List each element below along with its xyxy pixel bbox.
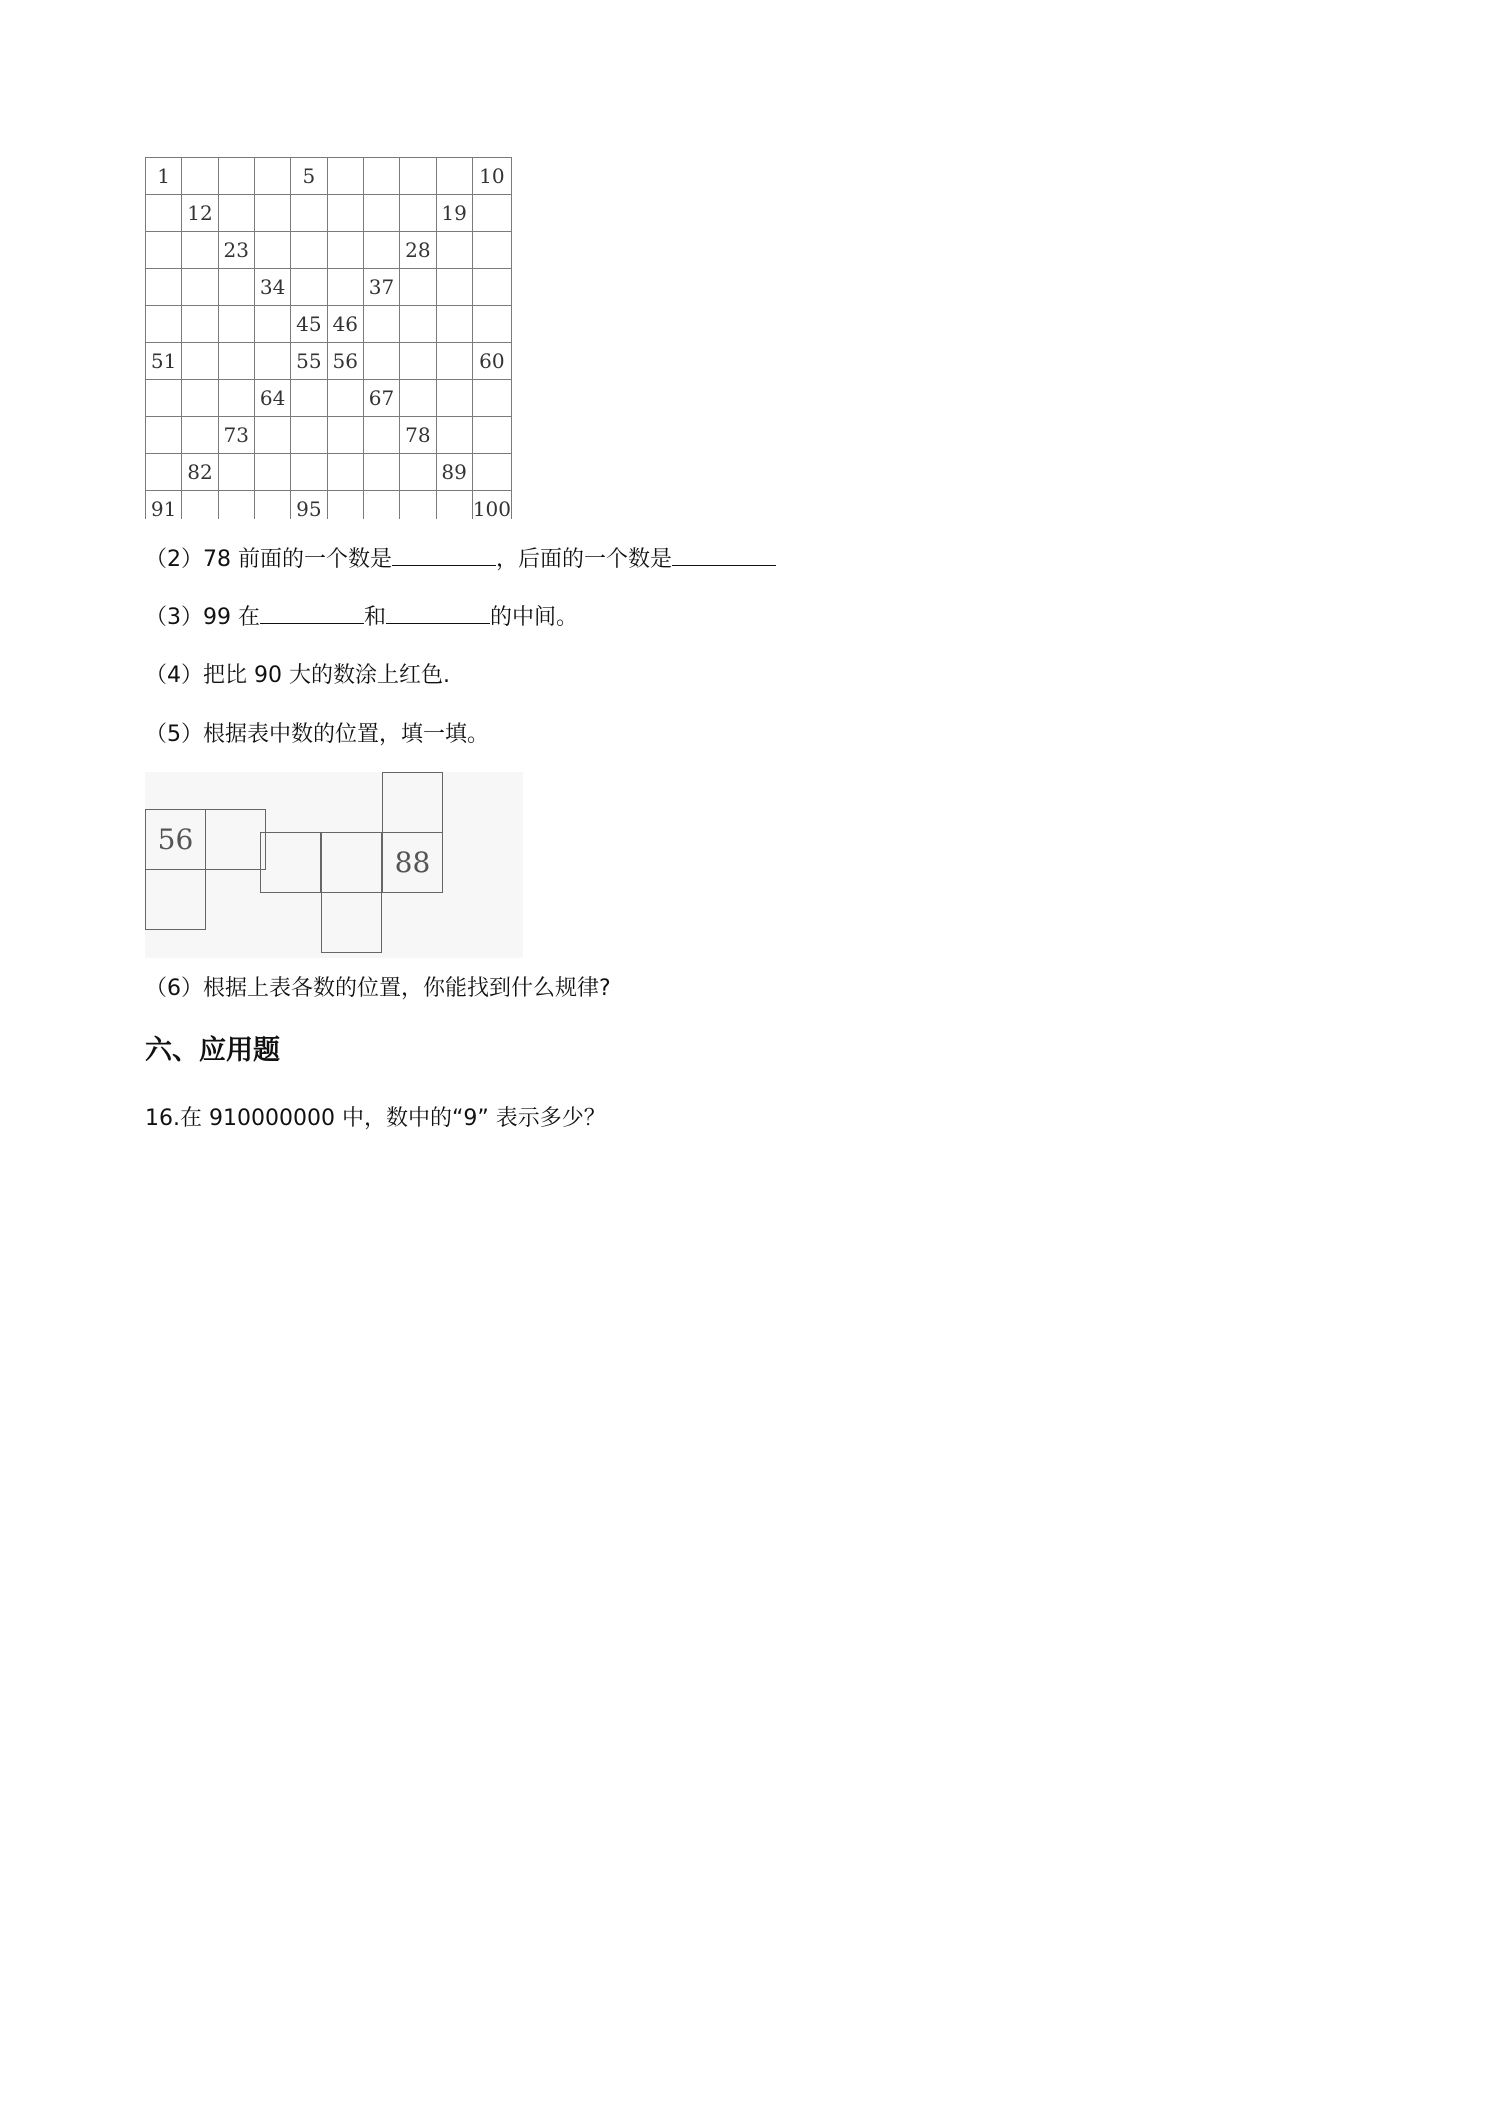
hundred-chart-empty-cell[interactable]: [400, 454, 436, 491]
hundred-chart-empty-cell[interactable]: [327, 232, 363, 269]
question-3: [145, 603, 578, 633]
fill-in-figure: [145, 772, 523, 958]
hundred-chart-cell: 45: [291, 306, 327, 343]
hundred-chart-empty-cell[interactable]: [400, 491, 436, 520]
hundred-chart-empty-cell[interactable]: [291, 269, 327, 306]
hundred-chart-cell: 95: [291, 491, 327, 520]
hundred-chart-empty-cell[interactable]: [436, 380, 472, 417]
hundred-chart-row: [146, 306, 512, 343]
hundred-chart-empty-cell[interactable]: [363, 195, 399, 232]
hundred-chart-empty-cell[interactable]: [291, 195, 327, 232]
hundred-chart-empty-cell[interactable]: [363, 491, 399, 520]
hundred-chart-empty-cell[interactable]: [436, 158, 472, 195]
hundred-chart-empty-cell[interactable]: [291, 454, 327, 491]
figure-cell-88: 88: [382, 832, 443, 893]
hundred-chart-cell: 78: [400, 417, 436, 454]
hundred-chart-cell: 64: [254, 380, 290, 417]
hundred-chart-empty-cell[interactable]: [182, 343, 218, 380]
answer-blank-99-left[interactable]: [260, 603, 364, 624]
hundred-chart-empty-cell[interactable]: [182, 269, 218, 306]
hundred-chart-empty-cell[interactable]: [400, 158, 436, 195]
figure-cell-blank[interactable]: [145, 869, 206, 930]
hundred-chart-cell: 19: [436, 195, 472, 232]
hundred-chart-empty-cell[interactable]: [436, 491, 472, 520]
hundred-chart-empty-cell[interactable]: [363, 306, 399, 343]
hundred-chart-empty-cell[interactable]: [291, 417, 327, 454]
hundred-chart-empty-cell[interactable]: [472, 269, 511, 306]
hundred-chart-cell: 91: [146, 491, 182, 520]
hundred-chart-empty-cell[interactable]: [254, 417, 290, 454]
hundred-chart-empty-cell[interactable]: [182, 306, 218, 343]
hundred-chart-empty-cell[interactable]: [146, 232, 182, 269]
hundred-chart-row: [146, 232, 512, 269]
hundred-chart-empty-cell[interactable]: [182, 232, 218, 269]
hundred-chart-empty-cell[interactable]: [400, 195, 436, 232]
hundred-chart-empty-cell[interactable]: [146, 417, 182, 454]
question-3-text-3: 的中间。: [490, 605, 579, 630]
hundred-chart-empty-cell[interactable]: [327, 269, 363, 306]
hundred-chart-empty-cell[interactable]: [146, 454, 182, 491]
problem-16: 16.在 910000000 中，数中的“9” 表示多少？: [145, 1106, 606, 1131]
hundred-chart-empty-cell[interactable]: [400, 343, 436, 380]
question-2-text: （2）78 前面的一个数是: [145, 547, 392, 572]
hundred-chart-empty-cell[interactable]: [218, 491, 254, 520]
hundred-chart-cell: 23: [218, 232, 254, 269]
hundred-chart-empty-cell[interactable]: [472, 417, 511, 454]
hundred-chart-empty-cell[interactable]: [146, 195, 182, 232]
hundred-chart-empty-cell[interactable]: [254, 343, 290, 380]
hundred-chart-cell: 56: [327, 343, 363, 380]
answer-blank-99-right[interactable]: [386, 603, 490, 624]
hundred-chart-empty-cell[interactable]: [436, 417, 472, 454]
hundred-chart-empty-cell[interactable]: [254, 491, 290, 520]
hundred-chart-empty-cell[interactable]: [327, 158, 363, 195]
hundred-chart-empty-cell[interactable]: [291, 380, 327, 417]
hundred-chart-empty-cell[interactable]: [218, 306, 254, 343]
hundred-chart-empty-cell[interactable]: [436, 343, 472, 380]
question-2-text-2: ，后面的一个数是: [496, 547, 673, 572]
answer-blank-after-78[interactable]: [672, 545, 776, 566]
hundred-chart-empty-cell[interactable]: [146, 269, 182, 306]
hundred-chart-empty-cell[interactable]: [472, 232, 511, 269]
hundred-chart-empty-cell[interactable]: [254, 232, 290, 269]
question-4: （4）把比 90 大的数涂上红色.: [145, 663, 450, 688]
question-3-text-2: 和: [364, 605, 387, 630]
section-heading: 六、应用题: [145, 1035, 280, 1066]
hundred-chart-empty-cell[interactable]: [436, 232, 472, 269]
figure-cell-blank[interactable]: [382, 772, 443, 833]
hundred-chart-cell: 28: [400, 232, 436, 269]
hundred-chart-row: [146, 195, 512, 232]
hundred-chart-table: [145, 157, 512, 519]
hundred-chart-row: [146, 269, 512, 306]
hundred-chart-cell: 67: [363, 380, 399, 417]
hundred-chart-empty-cell[interactable]: [146, 380, 182, 417]
hundred-chart-cell: 46: [327, 306, 363, 343]
hundred-chart-empty-cell[interactable]: [146, 306, 182, 343]
hundred-chart-row: [146, 158, 512, 195]
hundred-chart-empty-cell[interactable]: [472, 380, 511, 417]
hundred-chart-cell: 82: [182, 454, 218, 491]
hundred-chart-row: [146, 343, 512, 380]
hundred-chart-empty-cell[interactable]: [363, 232, 399, 269]
hundred-chart-empty-cell[interactable]: [363, 417, 399, 454]
hundred-chart-cell: 10: [472, 158, 511, 195]
hundred-chart-empty-cell[interactable]: [254, 306, 290, 343]
question-3-text: （3）99 在: [145, 605, 260, 630]
figure-cell-56: 56: [145, 809, 206, 870]
hundred-chart-empty-cell[interactable]: [363, 158, 399, 195]
question-5: （5）根据表中数的位置，填一填。: [145, 722, 489, 747]
hundred-chart-empty-cell[interactable]: [218, 380, 254, 417]
hundred-chart-cell: 51: [146, 343, 182, 380]
hundred-chart-cell: 100: [472, 491, 511, 520]
hundred-chart-empty-cell[interactable]: [182, 158, 218, 195]
hundred-chart-empty-cell[interactable]: [400, 306, 436, 343]
hundred-chart-cell: 12: [182, 195, 218, 232]
question-2: [145, 545, 776, 575]
hundred-chart-empty-cell[interactable]: [327, 454, 363, 491]
hundred-chart-empty-cell[interactable]: [218, 343, 254, 380]
hundred-chart-cell: 89: [436, 454, 472, 491]
hundred-chart-row: [146, 417, 512, 454]
figure-cell-blank[interactable]: [260, 832, 321, 893]
hundred-chart-empty-cell[interactable]: [472, 195, 511, 232]
figure-cell-blank[interactable]: [205, 809, 266, 870]
hundred-chart-empty-cell[interactable]: [182, 417, 218, 454]
hundred-chart-cell: 73: [218, 417, 254, 454]
hundred-chart-empty-cell[interactable]: [327, 417, 363, 454]
hundred-chart-row: [146, 491, 512, 520]
answer-blank-before-78[interactable]: [392, 545, 496, 566]
hundred-chart-cell: 5: [291, 158, 327, 195]
hundred-chart-empty-cell[interactable]: [363, 343, 399, 380]
question-6: （6）根据上表各数的位置，你能找到什么规律?: [145, 976, 611, 1001]
hundred-chart-empty-cell[interactable]: [254, 454, 290, 491]
hundred-chart-empty-cell[interactable]: [472, 306, 511, 343]
hundred-chart-empty-cell[interactable]: [327, 491, 363, 520]
hundred-chart-empty-cell[interactable]: [363, 454, 399, 491]
hundred-chart-empty-cell[interactable]: [218, 195, 254, 232]
hundred-chart-empty-cell[interactable]: [436, 269, 472, 306]
hundred-chart-cell: 34: [254, 269, 290, 306]
hundred-chart: [145, 157, 512, 519]
hundred-chart-empty-cell[interactable]: [472, 454, 511, 491]
hundred-chart-empty-cell[interactable]: [327, 380, 363, 417]
hundred-chart-empty-cell[interactable]: [400, 380, 436, 417]
hundred-chart-empty-cell[interactable]: [291, 232, 327, 269]
hundred-chart-cell: 1: [146, 158, 182, 195]
hundred-chart-empty-cell[interactable]: [182, 380, 218, 417]
hundred-chart-empty-cell[interactable]: [327, 195, 363, 232]
hundred-chart-empty-cell[interactable]: [218, 454, 254, 491]
hundred-chart-cell: 37: [363, 269, 399, 306]
figure-cell-blank[interactable]: [321, 832, 382, 893]
hundred-chart-row: [146, 454, 512, 491]
hundred-chart-empty-cell[interactable]: [400, 269, 436, 306]
hundred-chart-cell: 60: [472, 343, 511, 380]
hundred-chart-empty-cell[interactable]: [218, 158, 254, 195]
hundred-chart-empty-cell[interactable]: [436, 306, 472, 343]
hundred-chart-empty-cell[interactable]: [218, 269, 254, 306]
hundred-chart-empty-cell[interactable]: [254, 158, 290, 195]
hundred-chart-empty-cell[interactable]: [254, 195, 290, 232]
figure-cell-blank[interactable]: [321, 892, 382, 953]
hundred-chart-empty-cell[interactable]: [182, 491, 218, 520]
hundred-chart-row: [146, 380, 512, 417]
hundred-chart-cell: 55: [291, 343, 327, 380]
